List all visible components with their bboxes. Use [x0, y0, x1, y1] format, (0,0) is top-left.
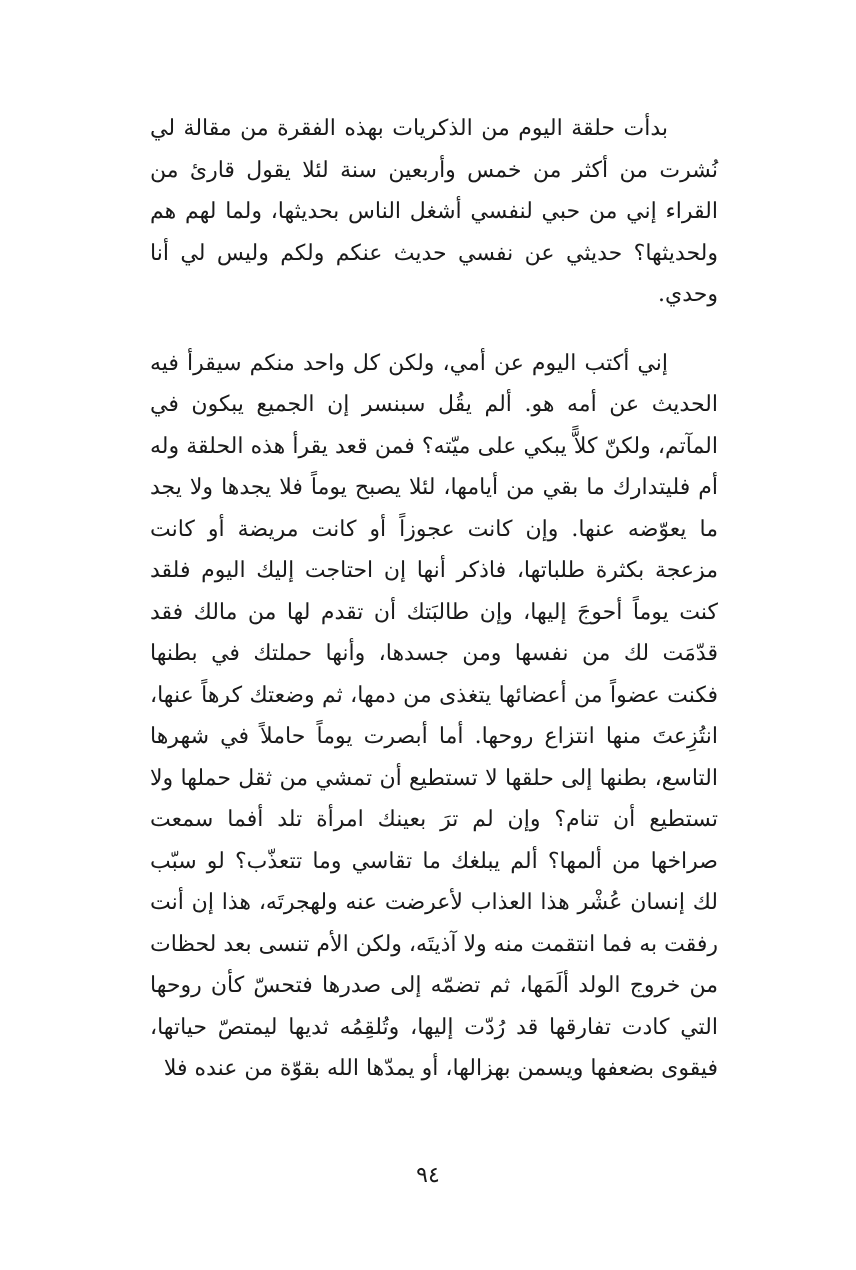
- page-body: [150, 108, 718, 1090]
- paragraph-2: إني أكتب اليوم عن أمي، ولكن كل واحد منكم سيقرأ فيه الحديث عن أمه هو. ألم يقُل سبنسر إن الجميع يبكون في المآتم، ولكنّ كلاًّ يبكي على ميّته؟ فمن قعد يقرأ هذه الحلقة وله أم فليتدارك ما بقي من أيامها، لئلا يصبح يوماً فلا يجدها ولا يجد ما يعوّضه عنها. وإن كانت عجوزاً أو كانت مريضة أو كانت مزعجة بكثرة طلباتها، فاذكر أنها إن احتاجت إليك اليوم فلقد كنت يوماً أحوجَ إليها، وإن طالبَتك أن تقدم لها من مالك فقد قدّمَت لك من نفسها ومن جسدها، وأنها حملتك في بطنها فكنت عضواً من أعضائها يتغذى من دمها، ثم وضعتك كرهاً عنها، انتُزِعتَ منها انتزاع روحها. أما أبصرت يوماً حاملاً في شهرها التاسع، بطنها إلى حلقها لا تستطيع أن تمشي من ثقل حملها ولا تستطيع أن تنام؟ وإن لم ترَ بعينك امرأة تلد أفما سمعت صراخها من ألمها؟ ألم يبلغك ما تقاسي وما تتعذّب؟ لو سبّب لك إنسان عُشْر هذا العذاب لأعرضت عنه ولهجرتَه، هذا إن أنت رفقت به فما انتقمت منه ولا آذيتَه، ولكن الأم تنسى بعد لحظات من خروج الولد ألَمَها، ثم تضمّه إلى صدرها فتحسّ كأن روحها التي كادت تفارقها قد رُدّت إليها، وتُلقِمُه ثديها ليمتصّ حياتها، فيقوى بضعفها ويسمن بهزالها، أو يمدّها الله بقوّة من عنده فلا: [150, 350, 718, 1081]
- paragraph-1: بدأت حلقة اليوم من الذكريات بهذه الفقرة من مقالة لي نُشرت من أكثر من خمس وأربعين سنة لئلا يقول قارئ من القراء إني من حبي لنفسي أشغل الناس بحديثها، ولما لهم هم ولحديثها؟ حديثي عن نفسي حديث عنكم ولكم وليس لي أنا وحدي.: [150, 116, 719, 307]
- page-number: ٩٤: [416, 1163, 440, 1188]
